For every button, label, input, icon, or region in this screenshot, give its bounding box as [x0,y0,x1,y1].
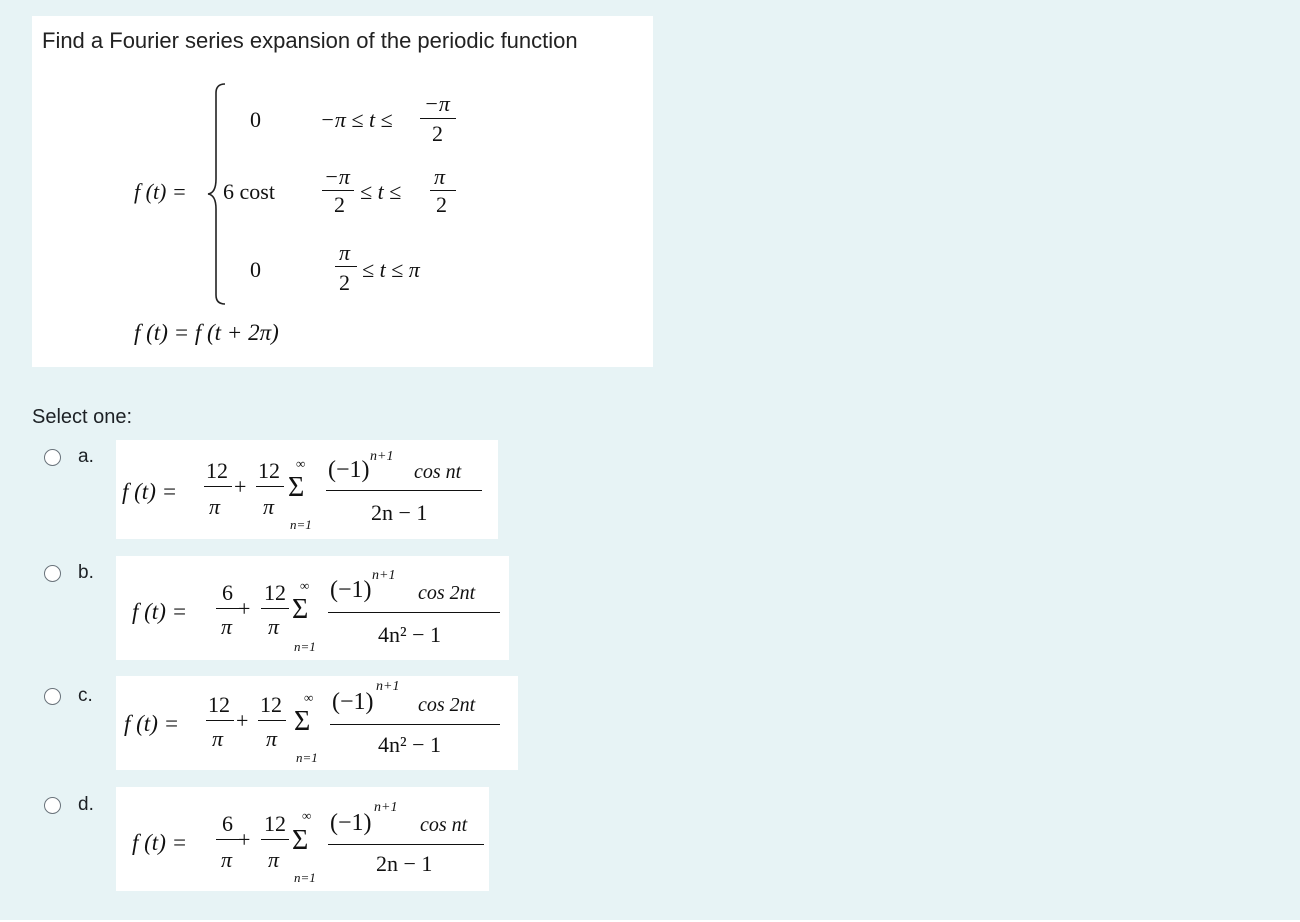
piece3-numerator: π [339,240,351,265]
fraction-bar [330,724,500,725]
piece2-right-numerator: π [434,164,446,189]
trig-term: cos 2nt [418,694,476,716]
fraction-bar [258,720,286,721]
piece1-denominator: 2 [432,121,443,146]
fraction-bar [326,490,482,491]
radio-button-d[interactable] [44,797,61,814]
formula-option-b[interactable] [116,556,509,660]
piece2-condition: ≤ t ≤ [360,179,402,204]
coefficient-2: 12 [260,692,282,717]
pi-symbol: π [209,494,221,519]
formula-lhs: f (t) = [132,830,188,855]
option-letter: c. [78,685,93,706]
sigma-symbol: Σ [288,472,305,503]
pi-symbol: π [266,726,278,751]
question-box [32,16,653,367]
sigma-symbol: Σ [294,706,311,737]
sum-lower-limit: n=1 [294,639,316,654]
fraction-bar [204,486,232,487]
option-letter: a. [78,446,94,467]
numerator-power: (−1) [330,810,372,836]
sum-upper-limit: ∞ [300,578,310,593]
formula-option-a[interactable] [116,440,498,539]
fraction-bar [216,608,240,609]
fraction-bar [328,612,500,613]
sum-upper-limit: ∞ [304,690,314,705]
numerator-power: (−1) [332,689,374,715]
pi-symbol: π [212,726,224,751]
fraction-bar [261,608,289,609]
plus-sign: + [238,827,251,852]
piece2-value: 6 cost [223,179,275,204]
option-letter: d. [78,794,94,815]
sum-lower-limit: n=1 [296,750,318,765]
piece3-value: 0 [250,257,261,282]
denominator: 4n² − 1 [378,732,442,757]
radio-button-b[interactable] [44,565,61,582]
formula-lhs: f (t) = [122,479,178,504]
fraction-bar [328,844,484,845]
denominator: 2n − 1 [376,851,433,876]
sigma-symbol: Σ [292,594,309,625]
trig-term: cos nt [420,814,468,836]
plus-sign: + [238,596,251,621]
exponent: n+1 [376,679,400,694]
exponent: n+1 [374,800,398,815]
piece2-left-denominator: 2 [334,192,345,217]
denominator: 4n² − 1 [378,622,442,647]
fraction-bar [206,720,234,721]
piece2-left-numerator: −π [324,164,350,189]
coefficient-2: 12 [258,458,280,483]
fraction-bar [335,266,357,267]
piece3-condition: ≤ t ≤ π [362,257,420,282]
formula-option-d[interactable] [116,787,489,891]
coefficient-1: 12 [208,692,230,717]
option-letter: b. [78,562,94,583]
piece2-right-denominator: 2 [436,192,447,217]
periodicity-equation: f (t) = f (t + 2π) [134,320,279,345]
formula-lhs: f (t) = [124,711,180,736]
question-prompt: Find a Fourier series expansion of the periodic function [42,28,578,53]
exponent: n+1 [372,568,396,583]
denominator: 2n − 1 [371,500,428,525]
formula-lhs: f (t) = [132,599,188,624]
pi-symbol: π [221,614,233,639]
coefficient-2: 12 [264,811,286,836]
radio-button-a[interactable] [44,449,61,466]
trig-term: cos nt [414,461,462,483]
formula-option-c[interactable] [116,676,518,770]
pi-symbol: π [263,494,275,519]
piece1-value: 0 [250,107,261,132]
plus-sign: + [236,708,249,733]
sigma-symbol: Σ [292,825,309,856]
radio-button-c[interactable] [44,688,61,705]
piece1-numerator: −π [424,91,450,116]
coefficient-1: 6 [222,811,233,836]
numerator-power: (−1) [330,577,372,603]
fraction-bar [256,486,284,487]
piece1-condition: −π ≤ t ≤ [320,107,393,132]
fraction-bar [420,118,456,119]
sum-upper-limit: ∞ [296,456,306,471]
sum-upper-limit: ∞ [302,808,312,823]
pi-symbol: π [221,847,233,872]
fraction-bar [261,839,289,840]
plus-sign: + [234,474,247,499]
pi-symbol: π [268,614,280,639]
piece3-denominator: 2 [339,270,350,295]
select-one-label: Select one: [32,406,133,428]
sum-lower-limit: n=1 [294,870,316,885]
numerator-power: (−1) [328,457,370,483]
fraction-bar [216,839,240,840]
trig-term: cos 2nt [418,582,476,604]
sum-lower-limit: n=1 [290,517,312,532]
pi-symbol: π [268,847,280,872]
exponent: n+1 [370,449,394,464]
coefficient-2: 12 [264,580,286,605]
function-label: f (t) = [134,179,187,204]
coefficient-1: 6 [222,580,233,605]
coefficient-1: 12 [206,458,228,483]
